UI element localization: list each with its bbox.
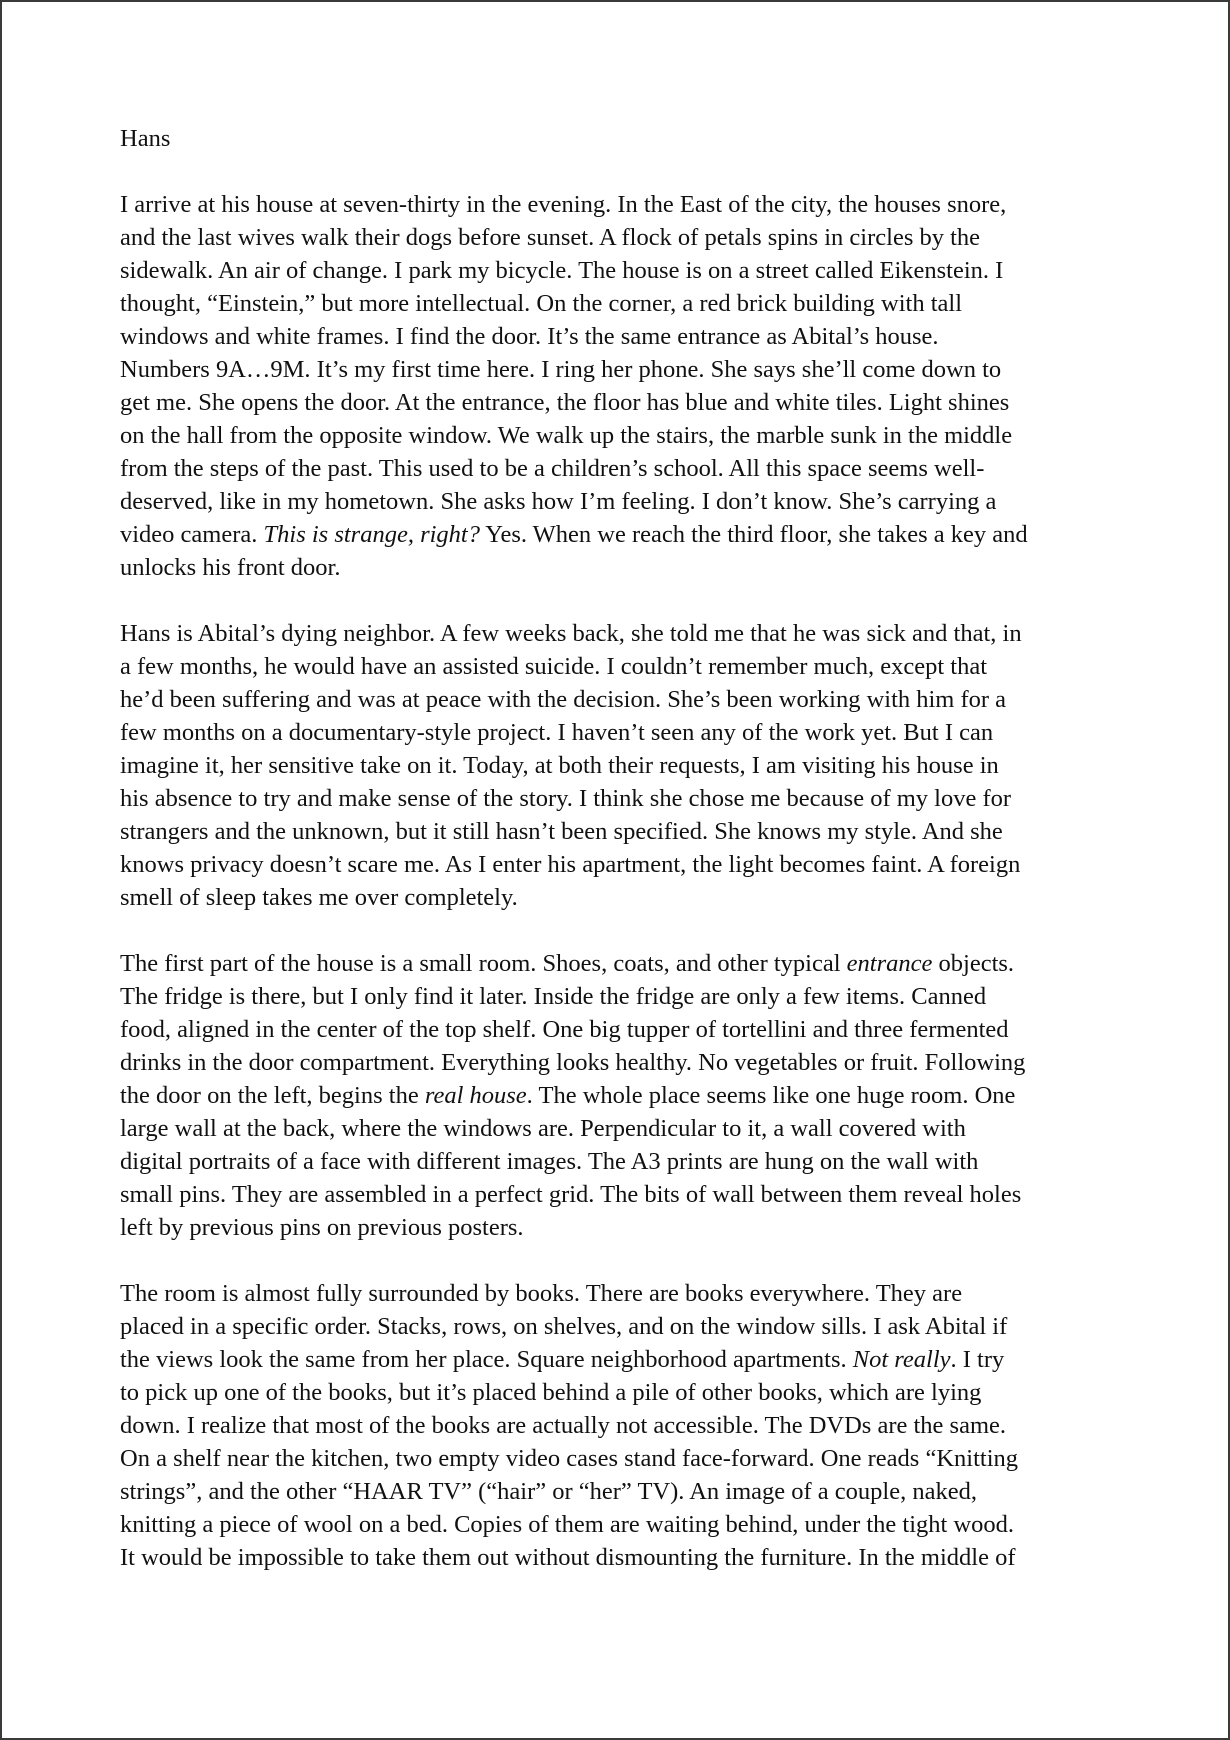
text-segment: It would be impossible to take them out without dismounting the furniture. In the middle of [120,1544,1016,1571]
text-segment: The fridge is there, but I only find it later. Inside the fridge are only a few items. Canned [120,983,987,1010]
text-segment: his absence to try and make sense of the story. I think she chose me because of my love for [120,785,1012,812]
text-line [120,254,1120,287]
text-segment: The first part of the house is a small room. Shoes, coats, and other typical [120,950,847,977]
text-line [120,1277,1120,1310]
text-line [120,848,1120,881]
text-segment: I arrive at his house at seven-thirty in the evening. In the East of the city, the houses snore, [120,191,1007,218]
text-line [120,518,1120,551]
text-line [120,1409,1120,1442]
text-segment: . The whole place seems like one huge room. One [526,1082,1016,1109]
text-segment: on the hall from the opposite window. We walk up the stairs, the marble sunk in the middle [120,422,1013,449]
text-line [120,650,1120,683]
text-segment: large wall at the back, where the windows are. Perpendicular to it, a wall covered with [120,1115,966,1142]
text-segment: Numbers 9A…9M. It’s my first time here. I ring her phone. She says she’ll come down to [120,356,1002,383]
text-line [120,1343,1120,1376]
text-line [120,188,1120,221]
text-line [120,1376,1120,1409]
text-line [120,320,1120,353]
text-line [120,716,1120,749]
text-line [120,221,1120,254]
text-segment: video camera. [120,521,264,548]
text-line [120,1475,1120,1508]
text-line [120,452,1120,485]
text-segment: left by previous pins on previous posters. [120,1214,524,1241]
text-line [120,683,1120,716]
text-segment: knows privacy doesn’t scare me. As I enter his apartment, the light becomes faint. A foreign [120,851,1021,878]
text-segment: to pick up one of the books, but it’s placed behind a pile of other books, which are lying [120,1379,982,1406]
text-segment: from the steps of the past. This used to be a children’s school. All this space seems well- [120,455,985,482]
text-line [120,1178,1120,1211]
paragraph-container [120,188,1120,1574]
text-segment: small pins. They are assembled in a perfect grid. The bits of wall between them reveal holes [120,1181,1022,1208]
document-title: Hans [120,125,171,152]
paragraph [120,1277,1120,1574]
text-line [120,881,1120,914]
text-segment: deserved, like in my hometown. She asks how I’m feeling. I don’t know. She’s carrying a [120,488,997,515]
text-segment: On a shelf near the kitchen, two empty video cases stand face-forward. One reads “Knitting [120,1445,1019,1472]
text-segment: he’d been suffering and was at peace with the decision. She’s been working with him for a [120,686,1007,713]
text-segment: get me. She opens the door. At the entrance, the floor has blue and white tiles. Light shines [120,389,1010,416]
paragraph [120,188,1120,584]
text-segment: Hans is Abital’s dying neighbor. A few weeks back, she told me that he was sick and that, in [120,620,1022,647]
text-line [120,1541,1120,1574]
italic-text: Not really [852,1346,951,1373]
text-line [120,782,1120,815]
text-line [120,947,1120,980]
text-segment: windows and white frames. I find the door. It’s the same entrance as Abital’s house. [120,323,939,350]
text-line [120,386,1120,419]
text-segment: down. I realize that most of the books are actually not accessible. The DVDs are the same. [120,1412,1007,1439]
text-segment: smell of sleep takes me over completely. [120,884,518,911]
text-segment: objects. [932,950,1015,977]
paragraph [120,947,1120,1244]
document-body [120,122,1120,1607]
text-segment: strings”, and the other “HAAR TV” (“hair” or “her” TV). An image of a couple, naked, [120,1478,977,1505]
text-line [120,1046,1120,1079]
text-line [120,551,1120,584]
text-segment: The room is almost fully surrounded by books. There are books everywhere. They are [120,1280,963,1307]
text-segment: knitting a piece of wool on a bed. Copies of them are waiting behind, under the tight wood. [120,1511,1015,1538]
text-line [120,1013,1120,1046]
text-line [120,749,1120,782]
text-segment: the views look the same from her place. Square neighborhood apartments. [120,1346,853,1373]
text-segment: imagine it, her sensitive take on it. Today, at both their requests, I am visiting his house in [120,752,999,779]
text-line [120,1508,1120,1541]
text-segment: thought, “Einstein,” but more intellectual. On the corner, a red brick building with tall [120,290,962,317]
text-segment: . I try [950,1346,1005,1373]
italic-text: entrance [846,950,933,977]
text-line [120,815,1120,848]
text-line [120,1079,1120,1112]
text-segment: the door on the left, begins the [120,1082,425,1109]
text-segment: unlocks his front door. [120,554,341,581]
text-segment: drinks in the door compartment. Everything looks healthy. No vegetables or fruit. Following [120,1049,1026,1076]
italic-text: This is strange, right? [263,521,480,548]
text-segment: Yes. When we reach the third floor, she takes a key and [480,521,1028,548]
text-line [120,1442,1120,1475]
text-line [120,1145,1120,1178]
paragraph [120,617,1120,914]
text-line [120,287,1120,320]
text-segment: a few months, he would have an assisted suicide. I couldn’t remember much, except that [120,653,987,680]
text-line [120,1211,1120,1244]
text-line [120,1310,1120,1343]
text-line [120,617,1120,650]
text-segment: strangers and the unknown, but it still hasn’t been specified. She knows my style. And she [120,818,1003,845]
text-line [120,353,1120,386]
text-segment: food, aligned in the center of the top shelf. One big tupper of tortellini and three fermented [120,1016,1009,1043]
text-segment: digital portraits of a face with different images. The A3 prints are hung on the wall with [120,1148,979,1175]
text-line [120,419,1120,452]
text-line [120,980,1120,1013]
text-segment: placed in a specific order. Stacks, rows, on shelves, and on the window sills. I ask Abital if [120,1313,1008,1340]
text-segment: few months on a documentary-style project. I haven’t seen any of the work yet. But I can [120,719,994,746]
text-line [120,1112,1120,1145]
text-line [120,485,1120,518]
text-segment: and the last wives walk their dogs before sunset. A flock of petals spins in circles by the [120,224,981,251]
italic-text: real house [424,1082,527,1109]
text-segment: sidewalk. An air of change. I park my bicycle. The house is on a street called Eikenstein. I [120,257,1004,284]
